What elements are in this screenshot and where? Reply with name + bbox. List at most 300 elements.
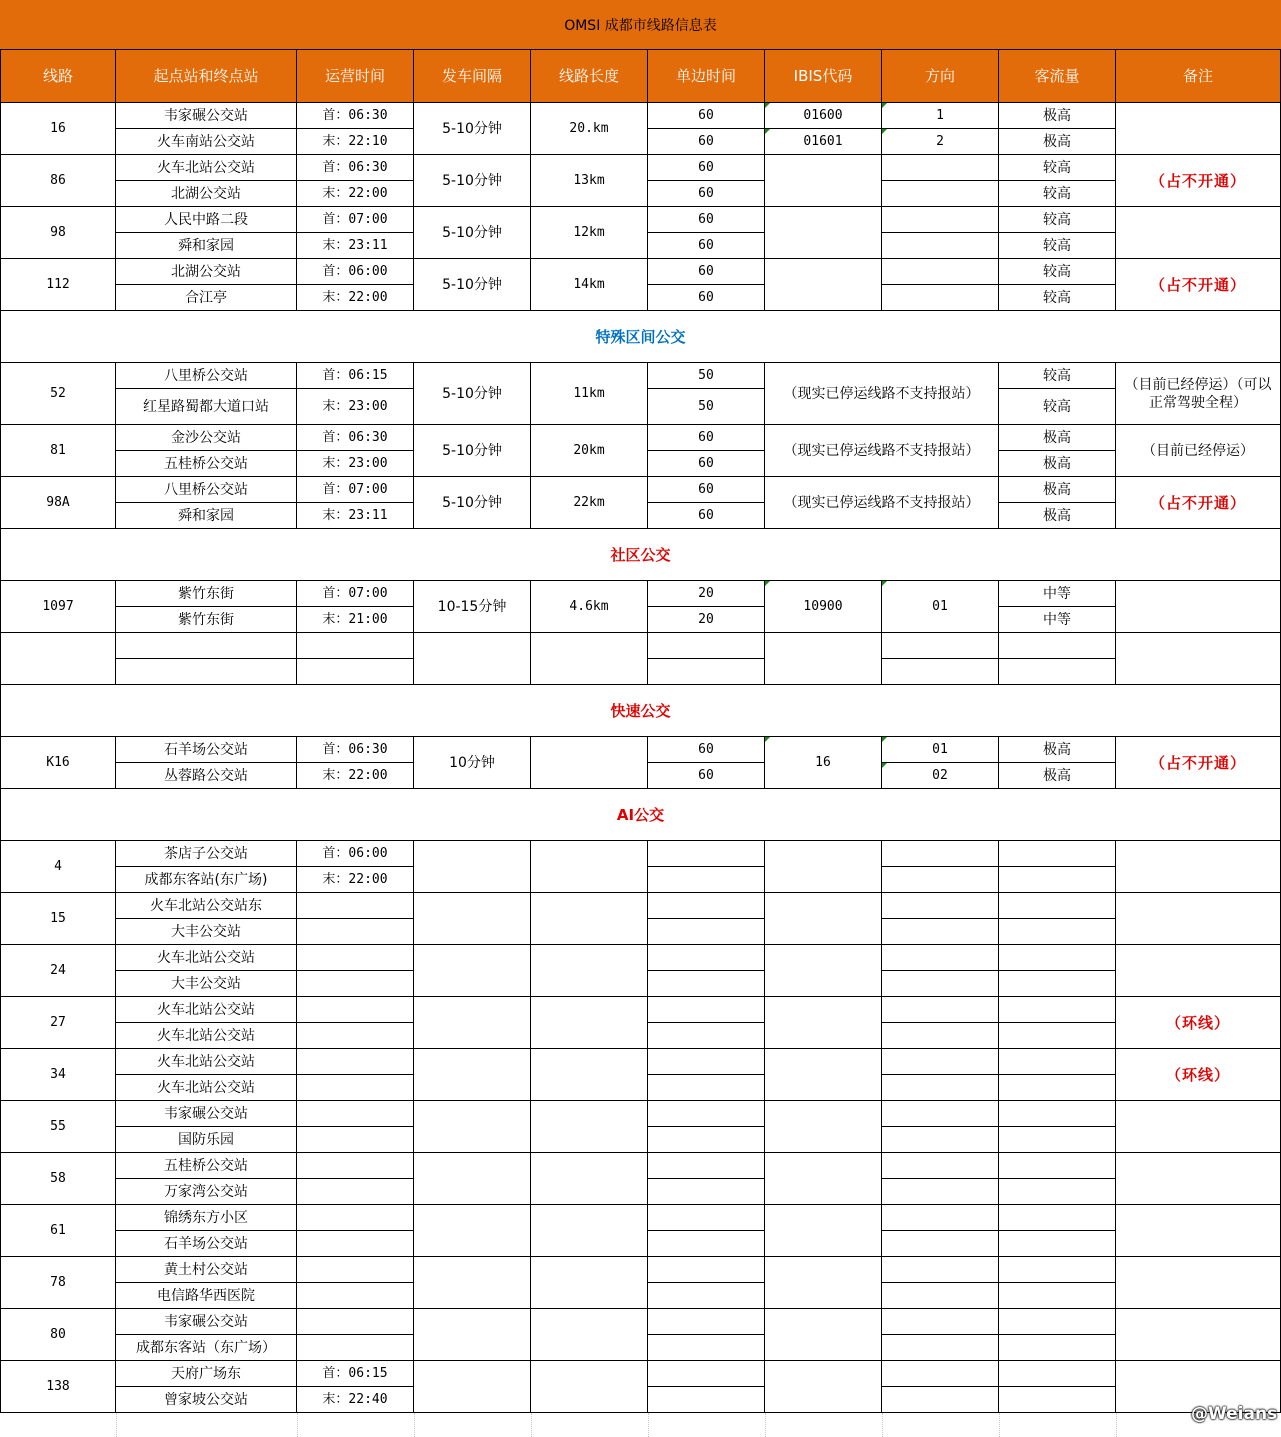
ibis-code <box>765 1205 882 1257</box>
route-number: 138 <box>0 1361 116 1413</box>
route-length: 20km <box>531 425 648 477</box>
route-note <box>1116 581 1281 633</box>
passenger-flow <box>999 945 1116 971</box>
route-length: 22km <box>531 477 648 529</box>
direction <box>882 155 999 181</box>
route-length <box>531 945 648 997</box>
operating-time <box>297 1023 414 1049</box>
headway: 5-10分钟 <box>414 103 531 155</box>
oneway-time <box>648 971 765 997</box>
headway <box>414 945 531 997</box>
passenger-flow: 较高 <box>999 363 1116 389</box>
station-name: 电信路华西医院 <box>116 1283 297 1309</box>
station-name: 紫竹东街 <box>116 581 297 607</box>
station-name: 火车北站公交站 <box>116 1023 297 1049</box>
station-name: 韦家碾公交站 <box>116 1101 297 1127</box>
passenger-flow <box>999 1075 1116 1101</box>
ibis-code: 10900 <box>765 581 882 633</box>
direction <box>882 867 999 893</box>
route-length <box>531 737 648 789</box>
station-name: 石羊场公交站 <box>116 737 297 763</box>
column-header: 发车间隔 <box>414 50 531 103</box>
ibis-code <box>765 1049 882 1101</box>
column-header: 线路 <box>0 50 116 103</box>
operating-time <box>297 1205 414 1231</box>
passenger-flow: 较高 <box>999 207 1116 233</box>
route-number: 61 <box>0 1205 116 1257</box>
direction <box>882 997 999 1023</box>
oneway-time: 20 <box>648 581 765 607</box>
route-note: （占不开通） <box>1116 477 1281 529</box>
section-heading: 社区公交 <box>0 529 1281 581</box>
ibis-code <box>765 1101 882 1153</box>
route-number: 58 <box>0 1153 116 1205</box>
passenger-flow: 极高 <box>999 477 1116 503</box>
route-note <box>1116 633 1281 685</box>
route-note: （占不开通） <box>1116 155 1281 207</box>
oneway-time: 60 <box>648 451 765 477</box>
passenger-flow <box>999 893 1116 919</box>
oneway-time: 60 <box>648 763 765 789</box>
ibis-code: 16 <box>765 737 882 789</box>
station-name: 石羊场公交站 <box>116 1231 297 1257</box>
operating-time <box>297 1075 414 1101</box>
column-header: IBIS代码 <box>765 50 882 103</box>
station-name: 茶店子公交站 <box>116 841 297 867</box>
route-note <box>1116 945 1281 997</box>
oneway-time: 60 <box>648 155 765 181</box>
direction <box>882 659 999 685</box>
oneway-time <box>648 945 765 971</box>
empty-cell <box>648 1413 765 1437</box>
oneway-time <box>648 893 765 919</box>
direction <box>882 1361 999 1387</box>
headway <box>414 1049 531 1101</box>
operating-time: 首：06:30 <box>297 155 414 181</box>
headway: 10-15分钟 <box>414 581 531 633</box>
passenger-flow: 极高 <box>999 129 1116 155</box>
station-name: 韦家碾公交站 <box>116 103 297 129</box>
passenger-flow <box>999 1127 1116 1153</box>
oneway-time: 60 <box>648 425 765 451</box>
direction <box>882 233 999 259</box>
operating-time: 首：06:00 <box>297 259 414 285</box>
route-length: 4.6km <box>531 581 648 633</box>
station-name: 火车北站公交站 <box>116 997 297 1023</box>
operating-time: 首：06:30 <box>297 737 414 763</box>
passenger-flow <box>999 1101 1116 1127</box>
column-header: 客流量 <box>999 50 1116 103</box>
empty-cell <box>414 1413 531 1437</box>
route-length: 20.km <box>531 103 648 155</box>
direction: 2 <box>882 129 999 155</box>
oneway-time <box>648 1205 765 1231</box>
direction <box>882 1231 999 1257</box>
route-number: 98A <box>0 477 116 529</box>
headway: 5-10分钟 <box>414 207 531 259</box>
station-name: 黄土村公交站 <box>116 1257 297 1283</box>
station-name: 八里桥公交站 <box>116 477 297 503</box>
operating-time: 末：22:00 <box>297 285 414 311</box>
station-name: 火车北站公交站 <box>116 1049 297 1075</box>
route-length <box>531 1049 648 1101</box>
operating-time <box>297 1257 414 1283</box>
direction <box>882 1049 999 1075</box>
route-number: 4 <box>0 841 116 893</box>
station-name: 八里桥公交站 <box>116 363 297 389</box>
empty-cell <box>765 1413 882 1437</box>
station-name: 成都东客站（东广场） <box>116 1335 297 1361</box>
station-name: 人民中路二段 <box>116 207 297 233</box>
ibis-code <box>765 155 882 207</box>
passenger-flow <box>999 1023 1116 1049</box>
direction <box>882 919 999 945</box>
direction <box>882 207 999 233</box>
oneway-time: 60 <box>648 233 765 259</box>
operating-time <box>297 1179 414 1205</box>
route-length <box>531 1361 648 1413</box>
oneway-time: 60 <box>648 285 765 311</box>
station-name: 大丰公交站 <box>116 971 297 997</box>
route-note: （占不开通） <box>1116 259 1281 311</box>
column-header: 单边时间 <box>648 50 765 103</box>
station-name: 大丰公交站 <box>116 919 297 945</box>
passenger-flow <box>999 1361 1116 1387</box>
station-name: 金沙公交站 <box>116 425 297 451</box>
route-length <box>531 841 648 893</box>
passenger-flow: 中等 <box>999 607 1116 633</box>
oneway-time: 60 <box>648 103 765 129</box>
direction <box>882 1283 999 1309</box>
operating-time: 末：23:11 <box>297 503 414 529</box>
station-name: 万家湾公交站 <box>116 1179 297 1205</box>
operating-time <box>297 659 414 685</box>
passenger-flow: 较高 <box>999 389 1116 425</box>
passenger-flow: 极高 <box>999 763 1116 789</box>
station-name: 火车南站公交站 <box>116 129 297 155</box>
station-name: 北湖公交站 <box>116 181 297 207</box>
route-number: 52 <box>0 363 116 425</box>
oneway-time: 60 <box>648 477 765 503</box>
direction <box>882 1075 999 1101</box>
oneway-time <box>648 919 765 945</box>
route-length: 11km <box>531 363 648 425</box>
route-number: 27 <box>0 997 116 1049</box>
headway: 5-10分钟 <box>414 155 531 207</box>
passenger-flow <box>999 633 1116 659</box>
operating-time: 末：22:00 <box>297 763 414 789</box>
route-number: 78 <box>0 1257 116 1309</box>
station-name: 火车北站公交站东 <box>116 893 297 919</box>
operating-time <box>297 1049 414 1075</box>
route-note <box>1116 1309 1281 1361</box>
route-number: 81 <box>0 425 116 477</box>
passenger-flow: 较高 <box>999 233 1116 259</box>
route-number: 86 <box>0 155 116 207</box>
direction <box>882 1205 999 1231</box>
ibis-code <box>765 945 882 997</box>
ibis-code <box>765 1153 882 1205</box>
direction <box>882 1335 999 1361</box>
ibis-code <box>765 997 882 1049</box>
oneway-time <box>648 1361 765 1387</box>
ibis-not-supported: （现实已停运线路不支持报站） <box>765 477 999 529</box>
station-name: 紫竹东街 <box>116 607 297 633</box>
route-number: 80 <box>0 1309 116 1361</box>
passenger-flow: 极高 <box>999 503 1116 529</box>
direction <box>882 1023 999 1049</box>
author-watermark: @Weians <box>1191 1404 1278 1424</box>
ibis-code <box>765 633 882 685</box>
operating-time <box>297 971 414 997</box>
passenger-flow <box>999 1205 1116 1231</box>
headway <box>414 1153 531 1205</box>
headway: 5-10分钟 <box>414 425 531 477</box>
column-header: 备注 <box>1116 50 1281 103</box>
empty-cell <box>0 1413 116 1437</box>
operating-time: 首：07:00 <box>297 477 414 503</box>
direction <box>882 1153 999 1179</box>
headway: 5-10分钟 <box>414 259 531 311</box>
passenger-flow: 较高 <box>999 181 1116 207</box>
empty-cell <box>116 1413 297 1437</box>
headway <box>414 1309 531 1361</box>
column-header: 线路长度 <box>531 50 648 103</box>
direction <box>882 1387 999 1413</box>
column-header: 运营时间 <box>297 50 414 103</box>
operating-time <box>297 1101 414 1127</box>
column-header: 方向 <box>882 50 999 103</box>
headway <box>414 893 531 945</box>
ibis-code <box>765 207 882 259</box>
direction <box>882 971 999 997</box>
route-note <box>1116 841 1281 893</box>
route-note: （占不开通） <box>1116 737 1281 789</box>
section-heading: AI公交 <box>0 789 1281 841</box>
oneway-time: 60 <box>648 503 765 529</box>
oneway-time: 20 <box>648 607 765 633</box>
passenger-flow: 较高 <box>999 285 1116 311</box>
passenger-flow <box>999 867 1116 893</box>
route-length <box>531 1309 648 1361</box>
route-note <box>1116 207 1281 259</box>
empty-cell <box>297 1413 414 1437</box>
route-number: 16 <box>0 103 116 155</box>
headway <box>414 633 531 685</box>
route-length <box>531 1153 648 1205</box>
operating-time <box>297 919 414 945</box>
operating-time <box>297 1153 414 1179</box>
oneway-time <box>648 1049 765 1075</box>
operating-time: 首：06:30 <box>297 425 414 451</box>
direction: 02 <box>882 763 999 789</box>
passenger-flow: 较高 <box>999 155 1116 181</box>
route-number: 112 <box>0 259 116 311</box>
passenger-flow <box>999 1335 1116 1361</box>
direction <box>882 1179 999 1205</box>
route-note <box>1116 1205 1281 1257</box>
route-note <box>1116 103 1281 155</box>
section-heading: 特殊区间公交 <box>0 311 1281 363</box>
direction <box>882 1257 999 1283</box>
station-name: 红星路蜀都大道口站 <box>116 389 297 425</box>
oneway-time <box>648 1387 765 1413</box>
oneway-time <box>648 1335 765 1361</box>
direction <box>882 893 999 919</box>
direction <box>882 1127 999 1153</box>
station-name: 舜和家园 <box>116 233 297 259</box>
passenger-flow <box>999 1049 1116 1075</box>
operating-time <box>297 1283 414 1309</box>
direction <box>882 945 999 971</box>
headway <box>414 1257 531 1309</box>
oneway-time <box>648 867 765 893</box>
route-note: （目前已经停运）（可以正常驾驶全程） <box>1116 363 1281 425</box>
headway <box>414 841 531 893</box>
route-number: 98 <box>0 207 116 259</box>
station-name: 北湖公交站 <box>116 259 297 285</box>
operating-time: 末：23:00 <box>297 451 414 477</box>
route-number <box>0 633 116 685</box>
station-name: 舜和家园 <box>116 503 297 529</box>
oneway-time: 60 <box>648 181 765 207</box>
oneway-time <box>648 1101 765 1127</box>
passenger-flow <box>999 1257 1116 1283</box>
oneway-time <box>648 1153 765 1179</box>
route-note <box>1116 893 1281 945</box>
route-length <box>531 997 648 1049</box>
station-name: 合江亭 <box>116 285 297 311</box>
ibis-not-supported: （现实已停运线路不支持报站） <box>765 425 999 477</box>
route-length: 12km <box>531 207 648 259</box>
route-note: （环线） <box>1116 997 1281 1049</box>
route-length: 14km <box>531 259 648 311</box>
station-name: 锦绣东方小区 <box>116 1205 297 1231</box>
passenger-flow: 极高 <box>999 103 1116 129</box>
column-header: 起点站和终点站 <box>116 50 297 103</box>
sheet-title: OMSI 成都市线路信息表 <box>0 0 1281 50</box>
oneway-time <box>648 1309 765 1335</box>
oneway-time <box>648 1127 765 1153</box>
direction: 01 <box>882 737 999 763</box>
station-name: 成都东客站(东广场) <box>116 867 297 893</box>
station-name: 丛蓉路公交站 <box>116 763 297 789</box>
route-note <box>1116 1101 1281 1153</box>
direction: 01 <box>882 581 999 633</box>
operating-time: 末：22:40 <box>297 1387 414 1413</box>
oneway-time <box>648 659 765 685</box>
operating-time <box>297 1335 414 1361</box>
route-number: 24 <box>0 945 116 997</box>
route-length <box>531 1101 648 1153</box>
station-name: 火车北站公交站 <box>116 155 297 181</box>
route-note <box>1116 1153 1281 1205</box>
route-length <box>531 893 648 945</box>
headway <box>414 1361 531 1413</box>
oneway-time: 50 <box>648 363 765 389</box>
direction: 1 <box>882 103 999 129</box>
passenger-flow: 较高 <box>999 259 1116 285</box>
station-name: 五桂桥公交站 <box>116 1153 297 1179</box>
passenger-flow <box>999 971 1116 997</box>
operating-time <box>297 633 414 659</box>
route-length <box>531 1205 648 1257</box>
ibis-code: 01601 <box>765 129 882 155</box>
operating-time: 末：22:00 <box>297 867 414 893</box>
station-name <box>116 659 297 685</box>
route-number: 34 <box>0 1049 116 1101</box>
direction <box>882 1101 999 1127</box>
operating-time <box>297 893 414 919</box>
oneway-time <box>648 1283 765 1309</box>
operating-time: 首：06:00 <box>297 841 414 867</box>
direction <box>882 181 999 207</box>
operating-time: 末：22:00 <box>297 181 414 207</box>
passenger-flow: 极高 <box>999 425 1116 451</box>
operating-time: 首：06:30 <box>297 103 414 129</box>
ibis-code <box>765 259 882 311</box>
ibis-code <box>765 1361 882 1413</box>
direction <box>882 841 999 867</box>
operating-time: 首：06:15 <box>297 363 414 389</box>
passenger-flow <box>999 997 1116 1023</box>
station-name: 五桂桥公交站 <box>116 451 297 477</box>
oneway-time: 60 <box>648 737 765 763</box>
operating-time <box>297 1127 414 1153</box>
oneway-time <box>648 1231 765 1257</box>
passenger-flow <box>999 659 1116 685</box>
oneway-time <box>648 1075 765 1101</box>
headway <box>414 1101 531 1153</box>
passenger-flow <box>999 1283 1116 1309</box>
operating-time: 首：07:00 <box>297 207 414 233</box>
direction <box>882 259 999 285</box>
direction <box>882 1309 999 1335</box>
ibis-code <box>765 1309 882 1361</box>
route-number: 15 <box>0 893 116 945</box>
oneway-time <box>648 1179 765 1205</box>
operating-time: 首：06:15 <box>297 1361 414 1387</box>
empty-cell <box>882 1413 999 1437</box>
oneway-time: 50 <box>648 389 765 425</box>
passenger-flow <box>999 1309 1116 1335</box>
oneway-time <box>648 1023 765 1049</box>
headway <box>414 997 531 1049</box>
oneway-time <box>648 1257 765 1283</box>
passenger-flow <box>999 841 1116 867</box>
operating-time <box>297 1309 414 1335</box>
station-name <box>116 633 297 659</box>
passenger-flow <box>999 1153 1116 1179</box>
passenger-flow <box>999 919 1116 945</box>
direction <box>882 285 999 311</box>
empty-cell <box>999 1413 1116 1437</box>
route-length <box>531 1257 648 1309</box>
route-length <box>531 633 648 685</box>
ibis-code: 01600 <box>765 103 882 129</box>
route-number: 1097 <box>0 581 116 633</box>
operating-time <box>297 945 414 971</box>
operating-time <box>297 1231 414 1257</box>
route-length: 13km <box>531 155 648 207</box>
headway: 10分钟 <box>414 737 531 789</box>
station-name: 韦家碾公交站 <box>116 1309 297 1335</box>
oneway-time <box>648 997 765 1023</box>
empty-cell <box>531 1413 648 1437</box>
oneway-time: 60 <box>648 259 765 285</box>
passenger-flow <box>999 1387 1116 1413</box>
operating-time: 末：22:10 <box>297 129 414 155</box>
